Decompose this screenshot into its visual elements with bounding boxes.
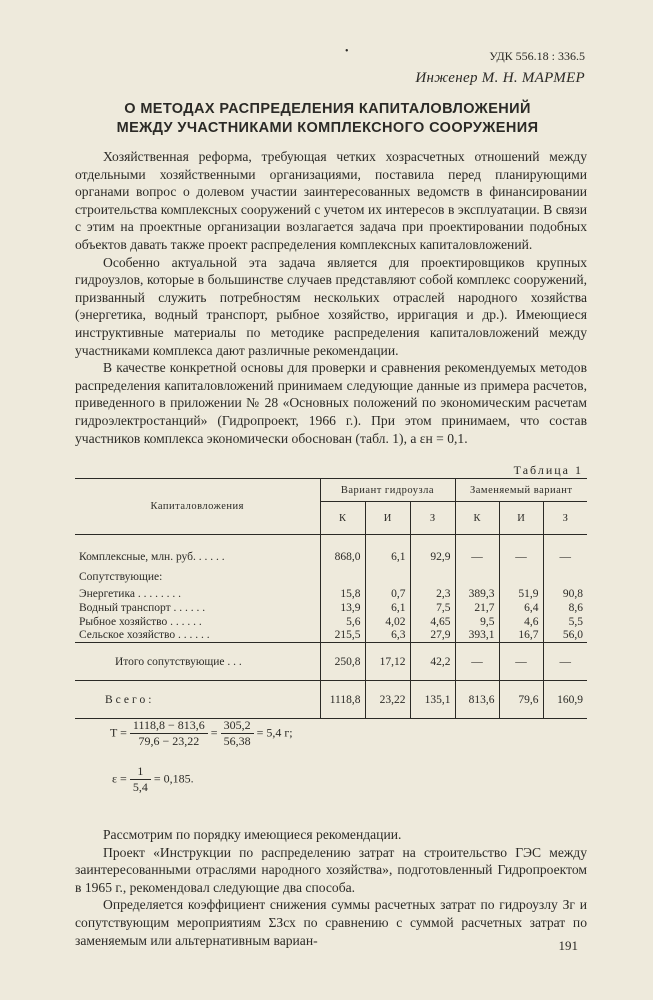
row-label: Рыбное хозяйство . . . . . . (79, 615, 202, 628)
cell: 16,7 (499, 629, 543, 643)
paragraph-2: Особенно актуальной эта задача является для проектировщиков крупных гидроузлов, которые в большинстве случаев представляют собой комплекс сооружений, призванный служить потребностям нескольких отраслей народного хозяйства (энергетика, водный транспорт, рыбное хозяйство, ирригация и др.). Имеющиеся инструктивные материалы по методике распределения капиталовложений между участниками комплекса дают различные рекомендации. (75, 254, 587, 358)
body-text-after (75, 826, 587, 949)
formula-result: = 0,185. (153, 771, 194, 786)
numerator: 305,2 (221, 718, 254, 734)
investment-table (75, 478, 587, 719)
table-row (75, 601, 587, 615)
cell: 4,6 (499, 615, 543, 629)
cell: 79,6 (499, 681, 543, 719)
cell: — (499, 547, 543, 567)
body-text (75, 148, 587, 447)
sub-header: И (365, 502, 410, 535)
cell: 90,8 (543, 587, 587, 601)
cell: 389,3 (455, 587, 499, 601)
cell: — (455, 643, 499, 681)
title-line-2: МЕЖДУ УЧАСТНИКАМИ КОМПЛЕКСНОГО СООРУЖЕНИЯ (116, 120, 539, 136)
cell: 23,22 (365, 681, 410, 719)
row-label: Сопутствующие: (79, 570, 163, 583)
cell: 51,9 (499, 587, 543, 601)
cell: 813,6 (455, 681, 499, 719)
cell: 92,9 (410, 547, 455, 567)
table-caption: Таблица 1 (513, 463, 583, 477)
row-label: Водный транспорт . . . . . . (79, 601, 206, 614)
denominator: 56,38 (223, 734, 251, 748)
title-line-1: О МЕТОДАХ РАСПРЕДЕЛЕНИЯ КАПИТАЛОВЛОЖЕНИЙ (124, 101, 531, 117)
numerator: 1118,8 − 813,6 (130, 718, 208, 734)
cell: 4,65 (410, 615, 455, 629)
cell: 56,0 (543, 629, 587, 643)
cell: 4,02 (365, 615, 410, 629)
fraction (221, 718, 254, 749)
cell: 250,8 (320, 643, 365, 681)
denominator: 5,4 (132, 780, 148, 794)
cell: 17,12 (365, 643, 410, 681)
group-header-hydro: Вариант гидроузла (320, 479, 455, 502)
cell: — (455, 547, 499, 567)
denominator: 79,6 − 23,22 (138, 734, 200, 748)
formula-lhs: ε = (112, 771, 127, 786)
cell: — (499, 643, 543, 681)
sub-header: З (410, 502, 455, 535)
formula-t (110, 718, 293, 749)
group-header-replacement: Заменяемый вариант (455, 479, 587, 502)
table-row (75, 587, 587, 601)
print-mark: • (345, 46, 349, 57)
sub-header: К (455, 502, 499, 535)
formula-e (112, 764, 194, 795)
cell: 868,0 (320, 547, 365, 567)
sub-header: К (320, 502, 365, 535)
cell: 160,9 (543, 681, 587, 719)
sub-header: И (499, 502, 543, 535)
cell: 9,5 (455, 615, 499, 629)
paragraph-3: В качестве конкретной основы для проверки и сравнения рекомендуемых методов распределения капиталовложений принимаем следующие данные из примера расчетов, приведенного в приложении № 28 «Основных положений по экономическим расчетам гидроэлектростанций» (Гидропроект, 1966 г.). При этом принимаем, что состав участников комплекса экономически обоснован (табл. 1), а εн = 0,1. (75, 360, 587, 446)
col-header-main: Капиталовложения (75, 479, 320, 535)
cell: — (543, 547, 587, 567)
paragraph-1: Хозяйственная реформа, требующая четких хозрасчетных отношений между отдельными хозяйственными организациями, поставила перед планирующими органами вопрос о долевом участии заинтересованных ведомств в финансировании строительства комплексных сооружений с учетом их интересов в эксплуатации. В связи с этим на проектные организации возлагается задача при проектировании подобных объектов давать также проект распределения комплексных капиталовложений. (75, 149, 587, 252)
sub-header: З (543, 502, 587, 535)
equals: = (210, 725, 218, 740)
cell: 5,5 (543, 615, 587, 629)
cell: 6,4 (499, 601, 543, 615)
table-row (75, 643, 587, 681)
cell: 0,7 (365, 587, 410, 601)
row-label: Энергетика . . . . . . . . (79, 587, 181, 600)
cell: 6,1 (365, 601, 410, 615)
row-label: Всего: (75, 681, 320, 719)
formula-result: = 5,4 г; (256, 725, 293, 740)
paragraph-6: Определяется коэффициент снижения суммы расчетных затрат по гидроузлу Зг и сопутствующим мероприятиям ΣЗсх по сравнению с суммой расчетных затрат по заменяемым или альтернативным вариан- (75, 897, 587, 948)
page-number: 191 (558, 938, 578, 953)
cell: 15,8 (320, 587, 365, 601)
cell: 6,3 (365, 629, 410, 643)
cell: 2,3 (410, 587, 455, 601)
cell: 5,6 (320, 615, 365, 629)
author-line: Инженер М. Н. МАРМЕР (415, 70, 585, 86)
cell: 393,1 (455, 629, 499, 643)
cell: 1118,8 (320, 681, 365, 719)
cell: 27,9 (410, 629, 455, 643)
table-row (75, 681, 587, 719)
fraction (130, 764, 151, 795)
paragraph-4: Рассмотрим по порядку имеющиеся рекомендации. (103, 827, 402, 842)
cell: 42,2 (410, 643, 455, 681)
table-row (75, 547, 587, 567)
table-row (75, 567, 587, 587)
cell: 21,7 (455, 601, 499, 615)
row-label: Комплексные, млн. руб. . . . . . (79, 550, 225, 563)
row-label: Итого сопутствующие . . . (75, 643, 320, 681)
cell: 8,6 (543, 601, 587, 615)
table-row (75, 615, 587, 629)
cell: 6,1 (365, 547, 410, 567)
row-label: Сельское хозяйство . . . . . . (75, 629, 320, 643)
table-row (75, 629, 587, 643)
cell: 13,9 (320, 601, 365, 615)
cell: 7,5 (410, 601, 455, 615)
cell: 135,1 (410, 681, 455, 719)
cell: — (543, 643, 587, 681)
paragraph-5: Проект «Инструкции по распределению затрат на строительство ГЭС между заинтересованными отраслями народного хозяйства», подготовленный Гидропроектом в 1965 г., рекомендовал следующие два способа. (75, 844, 587, 895)
cell: 215,5 (320, 629, 365, 643)
article-title (70, 100, 585, 138)
udc-code: УДК 556.18 : 336.5 (489, 49, 585, 63)
formula-lhs: T = (110, 725, 127, 740)
fraction (130, 718, 208, 749)
numerator: 1 (130, 764, 151, 780)
